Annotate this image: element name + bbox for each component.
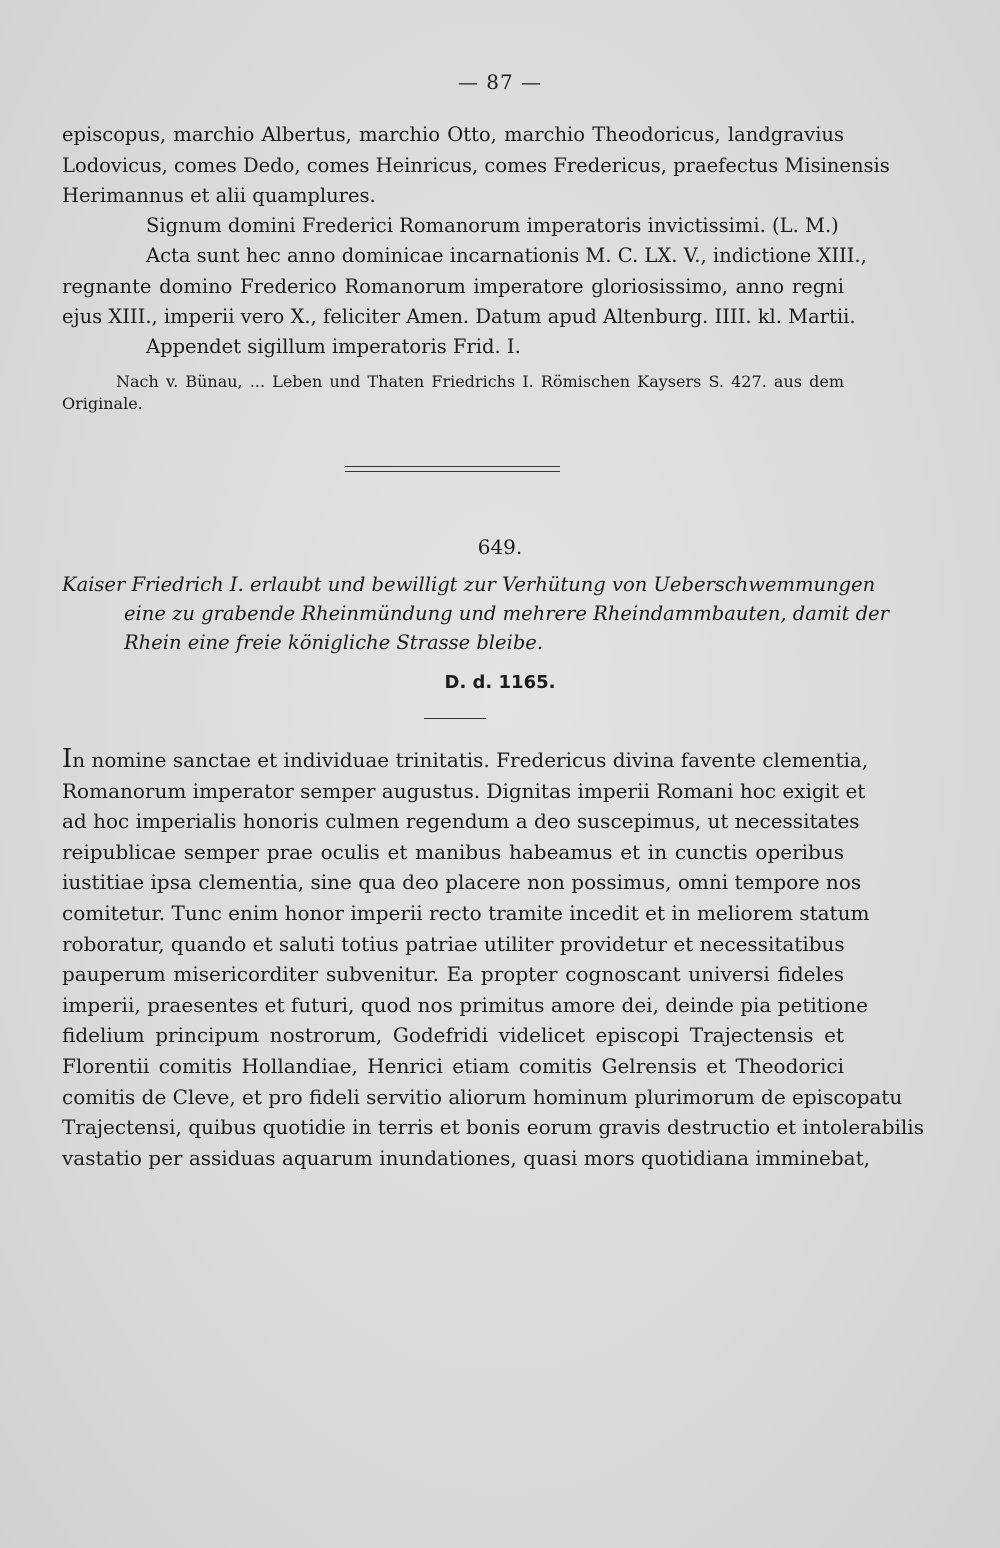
continuation-paragraph — [62, 120, 890, 212]
body-line: reipublicae semper prae oculis et manibus habeamus et in cunctis operibus — [62, 839, 844, 864]
single-rule-separator — [424, 718, 486, 719]
regest-heading — [62, 570, 889, 657]
source-note — [62, 371, 844, 415]
body-line: Romanorum imperator semper augustus. Dignitas imperii Romani hoc exigit et — [62, 778, 866, 803]
body-line: vastatio per assiduas aquarum inundationes, quasi mors quotidiana imminebat, — [62, 1145, 870, 1170]
body-line: pauperum misericorditer subvenitur. Ea propter cognoscant universi fideles — [62, 962, 844, 987]
signum-line: Signum domini Frederici Romanorum imperatoris invictissimi. (L. M.) — [146, 214, 839, 237]
body-line: iustitiae ipsa clementia, sine qua deo placere non possimus, omni tempore nos — [62, 870, 862, 895]
regest-line: Kaiser Friedrich I. erlaubt und bewilligt zur Verhütung von Ueberschwemmungen — [62, 573, 876, 596]
document-number: 649. — [477, 535, 523, 559]
body-first-line — [62, 744, 869, 776]
body-line: comitetur. Tunc enim honor imperii recto tramite incedit et in meliorem statum — [62, 900, 870, 925]
date-line: D. d. 1165. — [444, 672, 556, 693]
text-line: episcopus, marchio Albertus, marchio Otto, marchio Theodoricus, landgravius — [62, 123, 844, 146]
text-line: Herimannus et alii quamplures. — [62, 184, 376, 207]
note-line: Originale. — [62, 394, 143, 413]
text-line: Lodovicus, comes Dedo, comes Heinricus, comes Fredericus, praefectus Misinensis — [62, 153, 890, 177]
initial-letter: I — [62, 744, 73, 774]
acta-paragraph — [62, 241, 867, 333]
first-line-text: n nomine sanctae et individuae trinitatis. Fredericus divina favente clementia, — [72, 748, 869, 772]
body-line: Trajectensi, quibus quotidie in terris et bonis eorum gravis destructio et intolerabilis — [62, 1115, 924, 1140]
text-line: ejus XIII., imperii vero X., feliciter Amen. Datum apud Altenburg. IIII. kl. Martii. — [62, 305, 856, 328]
regest-line: eine zu grabende Rheinmündung und mehrere Rheindammbauten, damit der — [124, 602, 889, 625]
charter-body — [62, 744, 924, 1173]
regest-line: Rhein eine freie königliche Strasse bleibe. — [124, 631, 544, 654]
text-line: Acta sunt hec anno dominicae incarnationis M. C. LX. V., indictione XIII., — [146, 244, 867, 267]
body-line: fidelium principum nostrorum, Godefridi videlicet episcopi Trajectensis et — [62, 1023, 844, 1048]
body-line: Florentii comitis Hollandiae, Henrici etiam comitis Gelrensis et Theodorici — [62, 1053, 844, 1078]
body-line: roboratur, quando et saluti totius patriae utiliter providetur et necessitatibus — [62, 931, 845, 956]
note-line: Nach v. Bünau, ... Leben und Thaten Friedrichs I. Römischen Kaysers S. 427. aus dem — [116, 372, 844, 391]
double-rule-separator — [345, 466, 560, 472]
page-number: — 87 — — [457, 70, 543, 94]
appendet-line: Appendet sigillum imperatoris Frid. I. — [146, 335, 521, 358]
text-line: regnante domino Frederico Romanorum imperatore gloriosissimo, anno regni — [62, 274, 844, 298]
body-line: imperii, praesentes et futuri, quod nos primitus amore dei, deinde pia petitione — [62, 992, 868, 1017]
body-line: comitis de Cleve, et pro fideli servitio aliorum hominum plurimorum de episcopatu — [62, 1084, 903, 1109]
body-line: ad hoc imperialis honoris culmen regendum a deo suscepimus, ut necessitates — [62, 809, 860, 834]
